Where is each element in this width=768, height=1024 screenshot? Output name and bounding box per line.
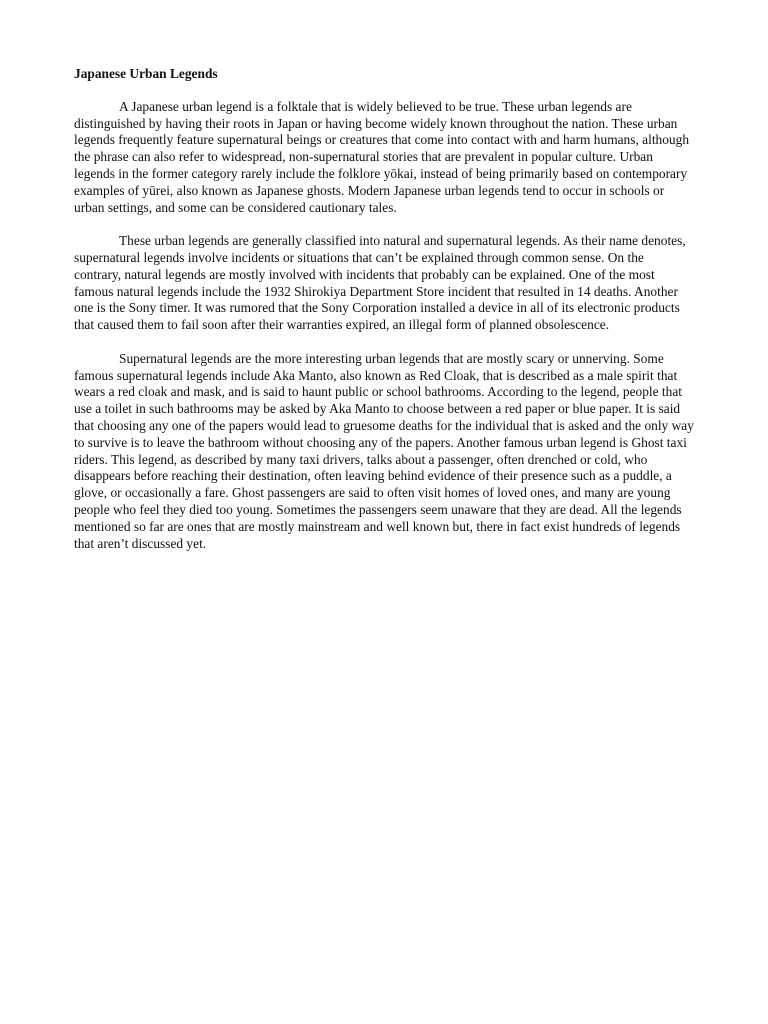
paragraph-intro: A Japanese urban legend is a folktale that is widely believed to be true. These urban legends are distinguished by having their roots in Japan or having become widely known throughout the nation. These urban legends frequently feature supernatural beings or creatures that come into contact with and harm humans, although the phrase can also refer to widespread, non-supernatural stories that are prevalent in popular culture. Urban legends in the former category rarely include the folklore yōkai, instead of being primarily based on contemporary examples of yūrei, also known as Japanese ghosts. Modern Japanese urban legends tend to occur in schools or urban settings, and some can be considered cautionary tales. <box>74 98 690 215</box>
paragraph-classification: These urban legends are generally classified into natural and supernatural legends. As their name denotes, supernatural legends involve incidents or situations that can’t be explained through common sense. On the contrary, natural legends are mostly involved with incidents that probably can be explained. One of the most famous natural legends include the 1932 Shirokiya Department Store incident that resulted in 14 deaths. Another one is the Sony timer. It was rumored that the Sony Corporation installed a device in all of its electronic products that caused them to fail soon after their warranties expired, an illegal form of planned obsolescence. <box>74 233 686 333</box>
document-body <box>74 66 694 569</box>
document-title: Japanese Urban Legends <box>74 66 218 81</box>
paragraph-supernatural: Supernatural legends are the more interesting urban legends that are mostly scary or unnerving. Some famous supernatural legends include Aka Manto, also known as Red Cloak, that is described as a male spirit that wears a red cloak and mask, and is said to haunt public or school bathrooms. According to the legend, people that use a toilet in such bathrooms may be asked by Aka Manto to choose between a red paper or blue paper. It is said that choosing any one of the papers would lead to gruesome deaths for the individual that is asked and the only way to survive is to leave the bathroom without choosing any of the papers. Another famous urban legend is Ghost taxi riders. This legend, as described by many taxi drivers, talks about a passenger, often drenched or cold, who disappears before reaching their destination, often leaving behind evidence of their presence such as a puddle, a glove, or occasionally a fare. Ghost passengers are said to often visit homes of loved ones, and many are young people who feel they died too young. Sometimes the passengers seem unaware that they are dead. All the legends mentioned so far are ones that are mostly mainstream and well known but, there in fact exist hundreds of legends that aren’t discussed yet. <box>74 350 694 551</box>
